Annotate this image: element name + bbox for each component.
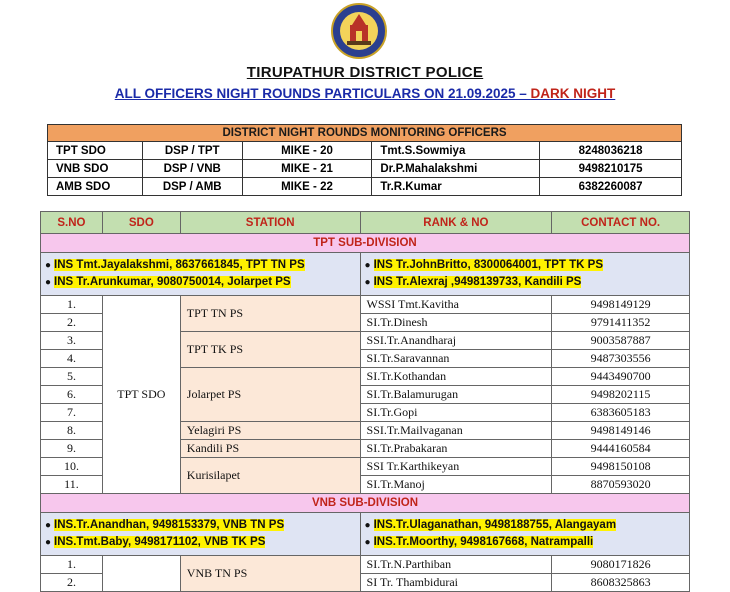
page-title: TIRUPATHUR DISTRICT POLICE [246, 64, 484, 81]
mon-rank: DSP / VNB [142, 160, 242, 178]
row-phone: 8870593020 [552, 476, 690, 494]
row-rank: SI.Tr.Dinesh [360, 314, 552, 332]
mon-phone: 8248036218 [540, 142, 682, 160]
vnb-inspector: INS.Tr.Moorthy, 9498167668, Natrampalli [373, 536, 594, 548]
row-rank: SI.Tr.Saravannan [360, 350, 552, 368]
mon-name: Tmt.S.Sowmiya [372, 142, 540, 160]
row-rank: SI.Tr.Kothandan [360, 368, 552, 386]
mon-mike: MIKE - 21 [242, 160, 372, 178]
row-rank: SSI.Tr.Anandharaj [360, 332, 552, 350]
row-phone: 9003587887 [552, 332, 690, 350]
row-sno: 11. [41, 476, 103, 494]
monitoring-officers-table [47, 124, 682, 196]
mon-sdo: VNB SDO [48, 160, 143, 178]
mon-mike: MIKE - 20 [242, 142, 372, 160]
monitoring-row [48, 178, 682, 196]
station-cell: TPT TN PS [180, 296, 360, 332]
row-sno: 1. [41, 296, 103, 314]
mon-mike: MIKE - 22 [242, 178, 372, 196]
row-sno: 10. [41, 458, 103, 476]
tpt-inspector: INS Tr.Arunkumar, 9080750014, Jolarpet PS [54, 276, 291, 288]
row-rank: SI.Tr.Prabakaran [360, 440, 552, 458]
row-phone: 9080171826 [552, 556, 690, 574]
vnb-inspector: INS.Tmt.Baby, 9498171102, VNB TK PS [54, 536, 266, 548]
table-row [41, 296, 690, 314]
row-rank: SSI.Tr.Mailvaganan [360, 422, 552, 440]
row-sno: 9. [41, 440, 103, 458]
station-cell: Yelagiri PS [180, 422, 360, 440]
station-cell: TPT TK PS [180, 332, 360, 368]
row-sno: 7. [41, 404, 103, 422]
row-sno: 6. [41, 386, 103, 404]
mon-rank: DSP / AMB [142, 178, 242, 196]
tpt-inspectors-row: ● INS Tmt.Jayalakshmi, 8637661845, TPT TN PS ● INS Tr.Arunkumar, 9080750014, Jolarpet PS ● INS Tr.JohnBritto, 8300064001, TPT TK PS ● INS Tr.Alexraj ,9498139733, Kandili PS [41, 253, 690, 296]
row-phone: 8608325863 [552, 574, 690, 592]
subtitle-dark-night: DARK NIGHT [530, 86, 616, 101]
row-sno: 4. [41, 350, 103, 368]
vnb-sdo-cell [102, 556, 180, 592]
row-rank: SI.Tr.Balamurugan [360, 386, 552, 404]
page-subtitle [0, 86, 730, 101]
monitoring-header: DISTRICT NIGHT ROUNDS MONITORING OFFICERS [48, 125, 682, 142]
monitoring-row [48, 160, 682, 178]
row-sno: 3. [41, 332, 103, 350]
vnb-inspectors-row: ● INS.Tr.Anandhan, 9498153379, VNB TN PS ● INS.Tmt.Baby, 9498171102, VNB TK PS ● INS.Tr.Ulaganathan, 9498188755, Alangayam ● INS.Tr.Moorthy, 9498167668, Natrampalli [41, 513, 690, 556]
col-sno: S.NO [41, 212, 103, 234]
vnb-inspector: INS.Tr.Ulaganathan, 9498188755, Alangayam [373, 519, 617, 531]
col-contact: CONTACT NO. [552, 212, 690, 234]
row-phone: 9498149129 [552, 296, 690, 314]
tpt-inspector: INS Tr.Alexraj ,9498139733, Kandili PS [373, 276, 582, 288]
row-phone: 9487303556 [552, 350, 690, 368]
monitoring-row [48, 142, 682, 160]
police-emblem-logo [331, 3, 387, 59]
subtitle-main: ALL OFFICERS NIGHT ROUNDS PARTICULARS ON 21.09.2025 – [114, 86, 531, 101]
row-sno: 1. [41, 556, 103, 574]
station-cell: Kurisilapet [180, 458, 360, 494]
row-rank: SI.Tr.Manoj [360, 476, 552, 494]
row-rank: SI Tr. Thambidurai [360, 574, 552, 592]
tpt-inspector: INS Tr.JohnBritto, 8300064001, TPT TK PS [373, 259, 604, 271]
table-row [41, 556, 690, 574]
row-phone: 9444160584 [552, 440, 690, 458]
night-rounds-table [40, 211, 690, 592]
col-station: STATION [180, 212, 360, 234]
col-rank: RANK & NO [360, 212, 552, 234]
mon-rank: DSP / TPT [142, 142, 242, 160]
tpt-inspector: INS Tmt.Jayalakshmi, 8637661845, TPT TN PS [54, 259, 305, 271]
vnb-subdivision-title: VNB SUB-DIVISION [41, 494, 690, 513]
tpt-sdo-cell: TPT SDO [102, 296, 180, 494]
row-sno: 8. [41, 422, 103, 440]
mon-sdo: TPT SDO [48, 142, 143, 160]
row-rank: SI.Tr.N.Parthiban [360, 556, 552, 574]
row-phone: 6383605183 [552, 404, 690, 422]
mon-phone: 9498210175 [540, 160, 682, 178]
tpt-subdivision-title: TPT SUB-DIVISION [41, 234, 690, 253]
mon-phone: 6382260087 [540, 178, 682, 196]
row-rank: WSSI Tmt.Kavitha [360, 296, 552, 314]
table-header-row [41, 212, 690, 234]
row-phone: 9791411352 [552, 314, 690, 332]
station-cell: Kandili PS [180, 440, 360, 458]
row-phone: 9498150108 [552, 458, 690, 476]
station-cell: Jolarpet PS [180, 368, 360, 422]
mon-name: Tr.R.Kumar [372, 178, 540, 196]
vnb-inspector: INS.Tr.Anandhan, 9498153379, VNB TN PS [54, 519, 285, 531]
row-phone: 9443490700 [552, 368, 690, 386]
row-sno: 2. [41, 314, 103, 332]
row-rank: SI.Tr.Gopi [360, 404, 552, 422]
row-phone: 9498202115 [552, 386, 690, 404]
row-sno: 5. [41, 368, 103, 386]
row-rank: SSI Tr.Karthikeyan [360, 458, 552, 476]
col-sdo: SDO [102, 212, 180, 234]
row-sno: 2. [41, 574, 103, 592]
mon-sdo: AMB SDO [48, 178, 143, 196]
station-cell: VNB TN PS [180, 556, 360, 592]
mon-name: Dr.P.Mahalakshmi [372, 160, 540, 178]
row-phone: 9498149146 [552, 422, 690, 440]
